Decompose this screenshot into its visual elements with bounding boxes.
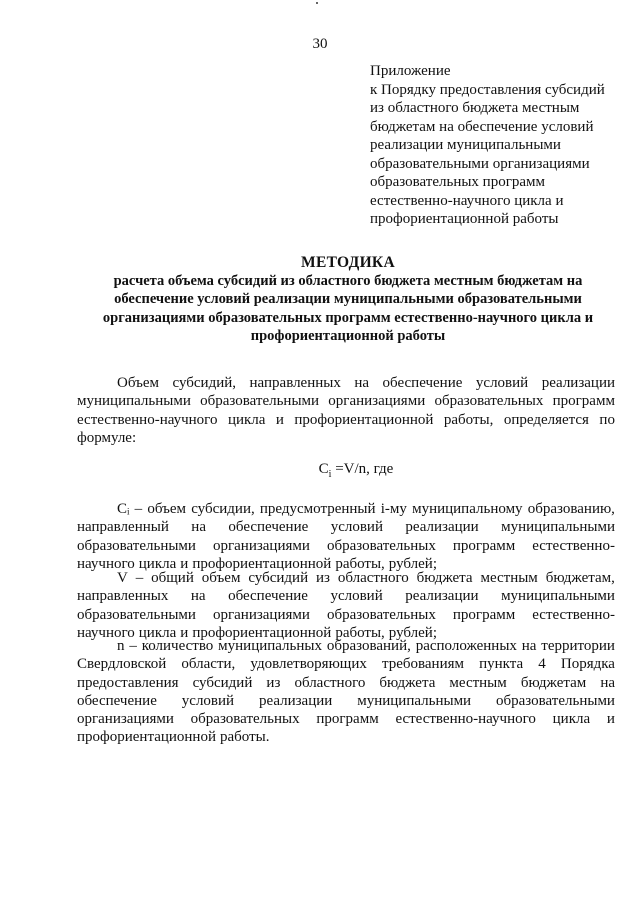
word: субсидии, [191,501,255,517]
text-line [77,537,615,555]
word: области, [181,656,236,673]
word: предусмотренный [259,501,376,517]
word: работы. [220,729,270,746]
appendix-line: образовательных программ [370,174,545,190]
word: определяется [503,411,589,428]
title-main: МЕТОДИКА [301,254,395,271]
page-number: 30 [312,36,328,52]
word: на [190,588,206,605]
word: научного [77,555,135,572]
word: реализации [405,588,479,605]
word: формуле: [77,429,137,446]
text-line [77,518,615,536]
word: цикла [138,624,177,641]
word: организациями [212,606,310,623]
title-line: обеспечение условий реализации муниципальными образовательными [114,291,582,308]
text-line [77,728,615,746]
word: рублей; [388,624,437,641]
appendix-line: бюджетам на обеспечение условий [370,118,594,135]
appendix-line: реализации муниципальными [370,137,561,153]
text-line [77,392,615,410]
word: профориентационной [192,624,332,641]
word: расположенных [415,638,517,654]
word: областного [294,674,366,691]
word: направленных [249,375,341,391]
word: образований, [326,638,411,654]
title-line: расчета объема субсидий из областного бюджета местным бюджетам на [113,273,583,290]
paragraph-v-definition [77,569,615,642]
word: и [275,411,284,428]
word: удовлетворяющих [250,656,367,673]
title-line: профориентационной работы [250,327,446,344]
text-line [77,569,615,587]
word: бюджета [416,570,473,586]
word: – [135,570,144,586]
word: образовательными [200,393,320,410]
appendix-line: естественно-научного цикла и [370,192,564,209]
word: естественно-научного [395,711,536,728]
word: на [354,375,370,391]
paragraph-intro [77,374,615,447]
text-line [77,637,615,655]
word: обеспечение [228,588,308,605]
appendix-note [370,62,625,229]
word: образовательных [326,606,436,623]
word: на [521,638,537,654]
word: условий [330,588,383,605]
word: профориентационной [294,411,434,428]
word: программ [452,537,516,554]
word: условий [475,375,529,391]
word: образовательными [77,606,196,623]
word: естественно- [532,537,615,554]
word: – [129,638,137,654]
word: V [117,570,128,586]
word: общий [151,570,194,586]
word: и [606,711,615,728]
word: цикла [138,555,177,572]
formula-subscript: i [328,469,332,480]
word: муниципальными [77,393,191,410]
word: муниципальному [412,501,523,517]
word: Свердловской [77,656,167,673]
word: и [180,624,189,641]
scan-dot [316,2,318,4]
word: Порядка [560,656,615,673]
word: на [191,519,206,536]
word: образовательных [326,537,436,554]
appendix-line: образовательными организациями [370,155,590,172]
word: обеспечение [77,692,157,709]
formula-rhs: =V/n, где [331,461,394,477]
title-subtitle [78,272,618,345]
word: реализации [258,692,333,709]
word: областного [337,570,409,586]
word: по [599,411,615,428]
word: субсидий, [172,375,237,391]
text-line [77,606,615,624]
word: территории [541,638,615,654]
word: – [134,501,143,517]
word: объем [201,570,241,586]
word: муниципальными [501,519,615,536]
word: рублей; [388,555,437,572]
word: организациями [212,537,310,554]
text-line [77,500,615,518]
word: муниципальными [501,588,615,605]
appendix-line: из областного бюджета местным [370,100,580,116]
paragraph-ci-definition [77,500,615,573]
text-line [77,692,615,710]
word: и [180,555,189,572]
word: бюджетам [520,674,587,691]
word: из [266,674,281,691]
word: бюджета [379,674,436,691]
word: программ [452,606,516,623]
word: местным [449,674,507,691]
word: обеспечение [228,519,309,536]
word: субсидий [192,674,253,691]
word: образовательных [434,393,544,410]
formula-lhs: C [318,461,329,477]
word: работы, [335,624,385,641]
appendix-line: профориентационной работы [370,211,559,227]
word: количество [141,638,214,654]
word: условий [330,519,383,536]
word: работы, [443,411,494,428]
document-title [78,254,618,345]
word: профориентационной [192,555,332,572]
title-line: организациями образовательных программ естественно-научного цикла и [102,309,594,326]
word: Объем [117,375,159,391]
word: обеспечение [382,375,463,391]
word: естественно-научного [77,411,218,428]
word: на [600,674,615,691]
word: реализации [405,519,479,536]
word: требованиям [381,656,464,673]
word: муниципальными [357,692,472,709]
text-line [77,655,615,673]
word: n [117,638,125,654]
word: организациями [77,711,174,728]
word: объем [147,501,187,517]
formula [0,461,640,480]
word: из [315,570,330,586]
word: программ [552,393,615,410]
word: образовательных [190,711,300,728]
word: образовательными [77,537,196,554]
appendix-line: к Порядку предоставления субсидий [370,81,605,98]
word: предоставления [77,674,179,691]
word: муниципальных [218,638,322,654]
appendix-line: Приложение [370,63,451,79]
word: бюджетам, [545,570,615,586]
word: i-му [380,501,407,517]
word: местным [480,570,538,586]
word: направленный [77,519,169,536]
text-line [77,710,615,728]
word: образованию, [527,501,615,517]
word: пункта [479,656,524,673]
word: профориентационной [77,729,216,746]
text-line [77,674,615,692]
word: направленных [77,588,169,605]
word: научного [77,624,135,641]
word: организациями [328,393,426,410]
word: программ [316,711,379,728]
word: образовательными [496,692,615,709]
word: цикла [552,711,591,728]
text-line [77,429,615,447]
word: субсидий [248,570,309,586]
word: работы, [335,555,385,572]
text-line [77,587,615,605]
word: Cᵢ [117,501,130,517]
word: 4 [538,656,546,673]
word: реализации [541,375,615,391]
word: естественно- [532,606,615,623]
paragraph-n-definition [77,637,615,747]
word: условий [181,692,235,709]
text-line [77,411,615,429]
word: цикла [227,411,266,428]
text-line [77,374,615,392]
